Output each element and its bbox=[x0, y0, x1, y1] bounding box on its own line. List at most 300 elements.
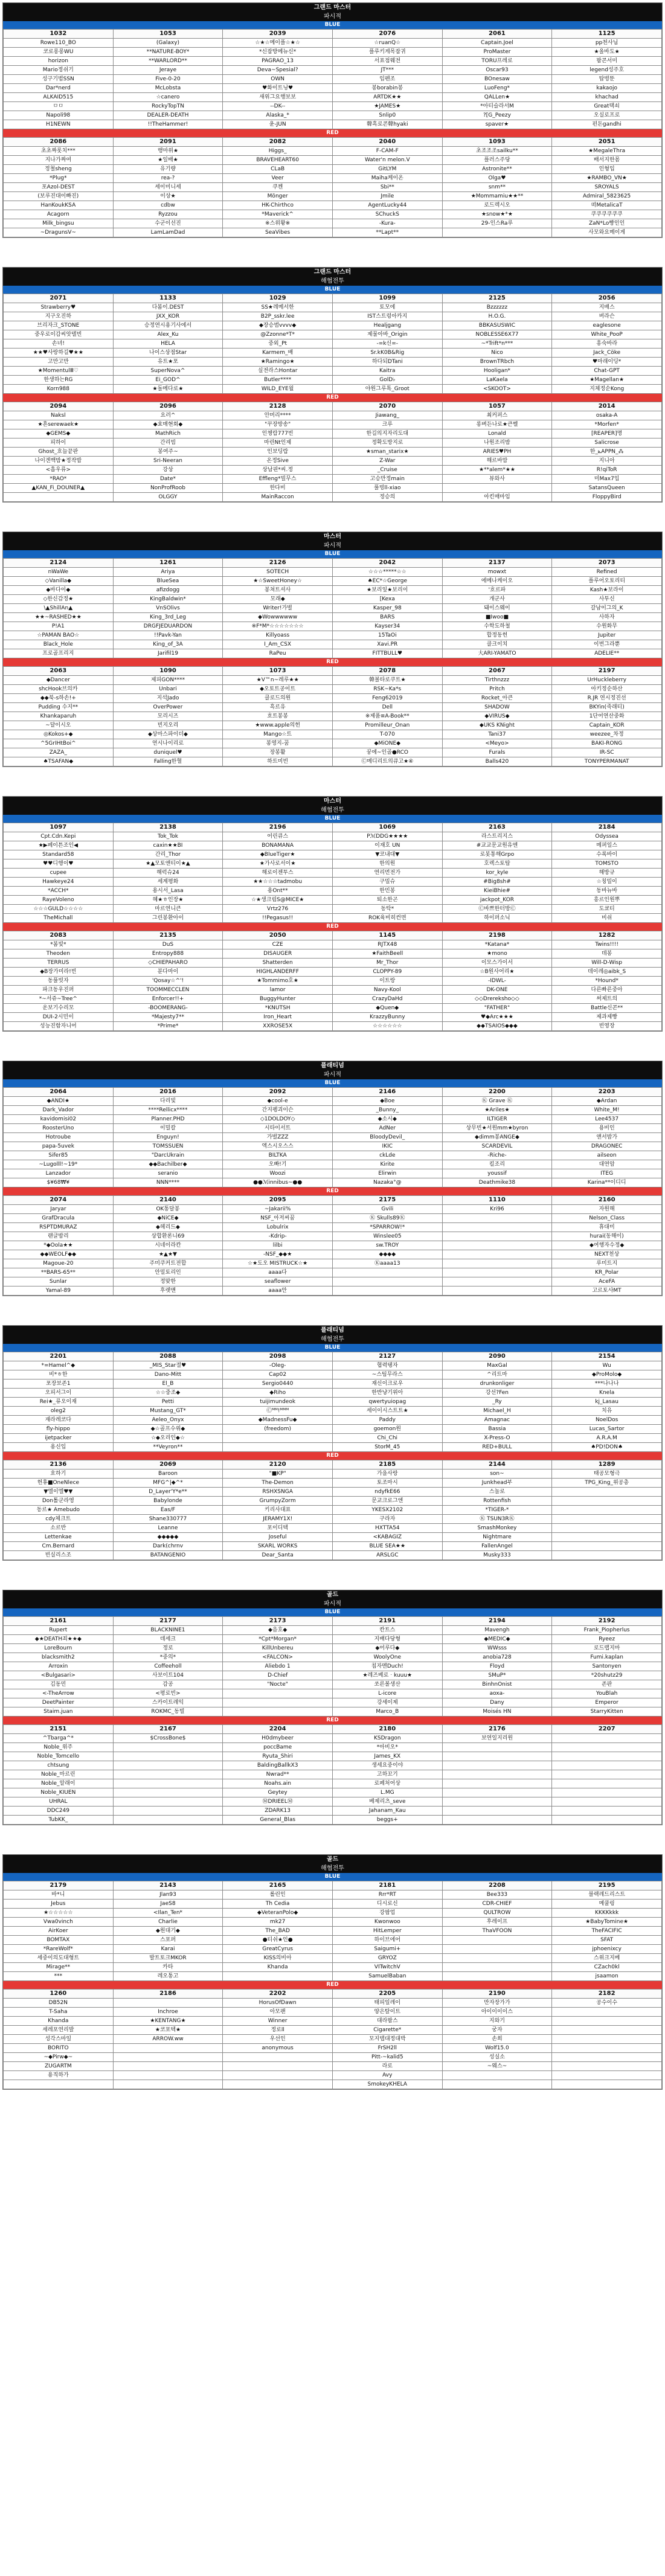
player-name-cell bbox=[442, 1779, 552, 1788]
player-row bbox=[4, 1515, 662, 1524]
player-name-cell: 우선인 bbox=[223, 2035, 333, 2044]
player-name-cell: ☆canero bbox=[113, 93, 223, 102]
player-name-cell: 휴대미 bbox=[552, 1223, 662, 1232]
player-name-cell: Sbi** bbox=[332, 183, 442, 192]
player-name-cell: 자원해 bbox=[552, 1205, 662, 1214]
player-name-cell: Elirwin bbox=[332, 1169, 442, 1178]
score-row bbox=[4, 30, 662, 39]
player-name-cell: BRAVEHEART60 bbox=[223, 156, 333, 165]
tier-block bbox=[2, 267, 663, 503]
player-name-cell: Kwonwoo bbox=[332, 1918, 442, 1927]
player-name-cell: ^5GrIHtBoi^ bbox=[4, 739, 114, 748]
player-name-cell: OverPower bbox=[113, 703, 223, 712]
player-name-cell bbox=[552, 1816, 662, 1825]
team-score-cell: 2078 bbox=[332, 667, 442, 676]
player-name-cell: SChuckS bbox=[332, 210, 442, 219]
player-name-cell: !!Pegasus!! bbox=[223, 914, 333, 923]
player-row bbox=[4, 595, 662, 604]
player-name-cell: ◆ANDI★ bbox=[4, 1097, 114, 1106]
player-name-cell: mk27 bbox=[223, 1918, 333, 1927]
blue-team-header: BLUE bbox=[3, 21, 662, 29]
player-name-cell: 데세크 bbox=[113, 1635, 223, 1644]
team-score-cell: 2070 bbox=[332, 402, 442, 411]
player-name-cell: 인형입 bbox=[552, 165, 662, 174]
game-mode-title: 파시적 bbox=[3, 13, 662, 21]
player-name-cell: 하다되DTani bbox=[332, 358, 442, 367]
player-name-cell: Kayser34 bbox=[332, 622, 442, 631]
player-name-cell: 침자멘Duch! bbox=[332, 1662, 442, 1671]
player-row bbox=[4, 2080, 662, 2089]
player-name-cell: 시네이라칸 bbox=[113, 1241, 223, 1250]
player-name-cell: **WARLORD** bbox=[113, 57, 223, 66]
player-name-cell: 보연일지리원 bbox=[442, 1734, 552, 1743]
player-name-cell: ZDARK13 bbox=[223, 1807, 333, 1816]
team-score-cell: 2094 bbox=[4, 402, 114, 411]
team-table bbox=[3, 29, 662, 129]
player-name-cell: Jebus bbox=[4, 1900, 114, 1909]
player-name-cell: ★▶페이튼조인◀ bbox=[4, 841, 114, 850]
player-name-cell: Captain.Joel bbox=[442, 39, 552, 48]
player-name-cell: Five-0-20 bbox=[113, 75, 223, 84]
player-name-cell: 크루 bbox=[332, 420, 442, 429]
player-name-cell: 정승의 bbox=[332, 493, 442, 502]
team-score-cell: 2144 bbox=[442, 1460, 552, 1469]
player-name-cell: Mango☆트 bbox=[223, 730, 333, 739]
team-score-cell: 2061 bbox=[442, 30, 552, 39]
player-name-cell: Musky333 bbox=[442, 1551, 552, 1560]
player-name-cell: ◆Ardan bbox=[552, 1097, 662, 1106]
player-row bbox=[4, 1779, 662, 1788]
player-name-cell: Jack_Cöke bbox=[552, 348, 662, 358]
player-name-cell: *중의* bbox=[113, 1653, 223, 1662]
player-row bbox=[4, 1142, 662, 1151]
player-name-cell: kor_kyle bbox=[442, 869, 552, 878]
player-name-cell bbox=[113, 1797, 223, 1807]
player-name-cell: 킬조리 bbox=[442, 1160, 552, 1169]
player-name-cell: Chi_Chi bbox=[332, 1434, 442, 1443]
player-name-cell: Unbari bbox=[113, 685, 223, 694]
player-name-cell: Will-D-Wisp bbox=[552, 959, 662, 968]
player-name-cell: ◆★DEATH죄★★◆ bbox=[4, 1635, 114, 1644]
player-name-cell: 해럭슈24 bbox=[113, 869, 223, 878]
player-name-cell: Nico bbox=[442, 348, 552, 358]
blue-team-header: BLUE bbox=[3, 815, 662, 823]
player-name-cell: BORITO bbox=[4, 2044, 114, 2053]
player-row bbox=[4, 1945, 662, 1954]
player-name-cell: Lucas_Sartor bbox=[552, 1425, 662, 1434]
player-name-cell: 개군사 bbox=[442, 595, 552, 604]
player-name-cell: H1NEWN bbox=[4, 120, 114, 129]
player-name-cell: TERRUS bbox=[4, 959, 114, 968]
player-name-cell: 호렉스토탑 bbox=[442, 859, 552, 869]
player-name-cell: oleg2 bbox=[4, 1407, 114, 1416]
player-row bbox=[4, 312, 662, 321]
team-table bbox=[3, 1460, 662, 1560]
team-score-cell: 1133 bbox=[113, 294, 223, 303]
player-row bbox=[4, 1533, 662, 1542]
player-name-cell: ◆MEDIC◆ bbox=[442, 1635, 552, 1644]
team-score-cell: 2016 bbox=[113, 1088, 223, 1097]
player-name-cell: ROKMC_동빌 bbox=[113, 1707, 223, 1717]
team-score-cell: 2197 bbox=[552, 667, 662, 676]
player-name-cell: 로드렉시오 bbox=[442, 201, 552, 210]
player-name-cell: Ⓚaaaa13 bbox=[332, 1259, 442, 1268]
player-row bbox=[4, 1999, 662, 2008]
player-row bbox=[4, 1797, 662, 1807]
game-mode-title: 해협전투 bbox=[3, 277, 662, 286]
player-name-cell: --DK-- bbox=[223, 102, 333, 111]
player-name-cell: 제물아바_Origin bbox=[332, 330, 442, 339]
player-name-cell bbox=[552, 1497, 662, 1506]
player-row bbox=[4, 1268, 662, 1277]
player-name-cell: ※F*M*☆☆☆☆☆☆☆ bbox=[223, 622, 333, 631]
player-name-cell: seaflower bbox=[223, 1277, 333, 1286]
player-name-cell: ◆dimm봉ANGE◆ bbox=[442, 1133, 552, 1142]
player-name-cell: *SPARROW!* bbox=[332, 1223, 442, 1232]
player-name-cell: 한반냥기위아 bbox=[332, 1389, 442, 1398]
player-name-cell: Dear_Santa bbox=[223, 1551, 333, 1560]
player-name-cell: blacksmith2 bbox=[4, 1653, 114, 1662]
player-name-cell: ◆VIRUS◆ bbox=[442, 712, 552, 721]
player-name-cell: ROK육비히컨면 bbox=[332, 914, 442, 923]
player-name-cell: Lobulrix bbox=[223, 1223, 333, 1232]
player-row bbox=[4, 2053, 662, 2062]
player-row bbox=[4, 712, 662, 721]
player-name-cell: 양은탈이트 bbox=[332, 2008, 442, 2017]
player-name-cell: _Cruise bbox=[332, 466, 442, 475]
team-score-cell: 1099 bbox=[332, 294, 442, 303]
player-name-cell: Dar*nerd bbox=[4, 84, 114, 93]
player-name-cell: Knela bbox=[552, 1389, 662, 1398]
player-name-cell: 유트★포 bbox=[113, 358, 223, 367]
player-name-cell: Sr.kK0B&Rig bbox=[332, 348, 442, 358]
team-table bbox=[3, 1989, 662, 2089]
player-name-cell: 윤-JUN bbox=[223, 120, 333, 129]
player-name-cell: ◇Vanilla◆ bbox=[4, 577, 114, 586]
player-name-cell bbox=[442, 1954, 552, 1963]
player-name-cell: kavidomisi02 bbox=[4, 1115, 114, 1124]
player-name-cell bbox=[113, 1807, 223, 1816]
player-name-cell bbox=[4, 493, 114, 502]
player-row bbox=[4, 1151, 662, 1160]
team-score-cell: 1032 bbox=[4, 30, 114, 39]
player-row bbox=[4, 210, 662, 219]
player-name-cell: BinhnOnist bbox=[442, 1680, 552, 1689]
player-name-cell: CZE bbox=[223, 940, 333, 949]
player-row bbox=[4, 1214, 662, 1223]
player-name-cell: <평로빈> bbox=[113, 1689, 223, 1698]
player-name-cell: 연리먼전가 bbox=[332, 869, 442, 878]
player-name-cell bbox=[442, 1761, 552, 1770]
player-name-cell: 발트토크MKOR bbox=[113, 1954, 223, 1963]
player-name-cell: Rei★_류오이재 bbox=[4, 1398, 114, 1407]
team-score-cell: 1260 bbox=[4, 1990, 114, 1999]
red-team-header: RED bbox=[3, 1187, 662, 1195]
player-name-cell: anonymous bbox=[223, 2044, 333, 2053]
player-row bbox=[4, 1542, 662, 1551]
player-name-cell: Chat-GPT bbox=[552, 367, 662, 376]
player-name-cell: beggs+ bbox=[332, 1816, 442, 1825]
player-name-cell: sw.TROY bbox=[332, 1241, 442, 1250]
player-name-cell: Lee4537 bbox=[552, 1115, 662, 1124]
player-name-cell: Strawberry♥ bbox=[4, 303, 114, 312]
player-name-cell: -=k신=- bbox=[332, 339, 442, 348]
tier-rank-title: 플래티넘 bbox=[3, 1061, 662, 1071]
player-name-cell: *=Hamel^◆ bbox=[4, 1361, 114, 1370]
team-table bbox=[3, 1724, 662, 1825]
player-row bbox=[4, 411, 662, 420]
team-score-cell: 2163 bbox=[442, 823, 552, 832]
player-name-cell: CDR-CHIEF bbox=[442, 1900, 552, 1909]
team-score-cell: 2063 bbox=[4, 667, 114, 676]
player-name-cell: IR-SC bbox=[552, 748, 662, 757]
player-name-cell bbox=[442, 1250, 552, 1259]
player-name-cell: 바*니 bbox=[4, 1890, 114, 1900]
tier-rank-title: 그랜드 마스터 bbox=[3, 3, 662, 13]
player-name-cell: Milk_bingsu bbox=[4, 219, 114, 228]
player-name-cell: X-Press-O bbox=[442, 1434, 552, 1443]
player-name-cell: Lanzador bbox=[4, 1169, 114, 1178]
player-name-cell: BLACKNINE1 bbox=[113, 1626, 223, 1635]
player-name-cell: White_M! bbox=[552, 1106, 662, 1115]
player-name-cell: 1단어연산중화 bbox=[552, 712, 662, 721]
player-name-cell: ZUGARTM bbox=[4, 2062, 114, 2071]
blue-team-header: BLUE bbox=[3, 286, 662, 294]
player-name-cell: ZAZA_ bbox=[4, 748, 114, 757]
score-row bbox=[4, 823, 662, 832]
player-name-cell: *Cpt*Morgan* bbox=[223, 1635, 333, 1644]
player-name-cell: 요러^ bbox=[113, 411, 223, 420]
player-name-cell: 마르연니큰 bbox=[113, 905, 223, 914]
player-name-cell: ★snow★*★ bbox=[442, 210, 552, 219]
score-row bbox=[4, 138, 662, 147]
player-name-cell: 레오통고 bbox=[113, 1972, 223, 1981]
player-name-cell: Planner.PHD bbox=[113, 1115, 223, 1124]
player-name-cell: BBKASUSWIC bbox=[442, 321, 552, 330]
player-row bbox=[4, 1469, 662, 1479]
player-name-cell: BlueSea bbox=[113, 577, 223, 586]
player-name-cell: ☆칭밀이 bbox=[552, 878, 662, 887]
player-name-cell: 포Azol-DEST bbox=[4, 183, 114, 192]
player-row bbox=[4, 1022, 662, 1031]
team-score-cell: 2014 bbox=[552, 402, 662, 411]
player-name-cell: mowxt bbox=[442, 568, 552, 577]
player-row bbox=[4, 348, 662, 358]
player-name-cell: 배서지한몸 bbox=[552, 156, 662, 165]
player-name-cell: BaldingBallkX3 bbox=[223, 1761, 333, 1770]
player-name-cell: Tirthnzzz bbox=[442, 676, 552, 685]
player-name-cell: SROYALS bbox=[552, 183, 662, 192]
player-name-cell: 프로골프리지 bbox=[4, 649, 114, 658]
player-name-cell: SS★레메서한 bbox=[223, 303, 333, 312]
red-team-header: RED bbox=[3, 1981, 662, 1989]
player-name-cell bbox=[113, 1816, 223, 1825]
player-name-cell: ◆◆WEOLF◆◆ bbox=[4, 1250, 114, 1259]
player-name-cell: 빈영장 bbox=[552, 1022, 662, 1031]
player-name-cell: kj_Lasau bbox=[552, 1398, 662, 1407]
player-name-cell: ★RAMBO_VN★ bbox=[552, 174, 662, 183]
player-row bbox=[4, 1653, 662, 1662]
player-name-cell: papa-5uvek bbox=[4, 1142, 114, 1151]
player-row bbox=[4, 1788, 662, 1797]
player-name-cell: 유기량 bbox=[113, 165, 223, 174]
player-name-cell: BONAMANA bbox=[223, 841, 333, 850]
player-name-cell: 토조마시 bbox=[332, 1479, 442, 1488]
team-table bbox=[3, 1352, 662, 1452]
player-name-cell: BATANGENIO bbox=[113, 1551, 223, 1560]
player-name-cell: 성각스마일 bbox=[4, 2035, 114, 2044]
player-name-cell: ~*Trift*n*** bbox=[442, 339, 552, 348]
tier-rank-title: 골드 bbox=[3, 1855, 662, 1865]
player-name-cell: ◆헤리드◆ bbox=[113, 1223, 223, 1232]
player-row bbox=[4, 604, 662, 613]
player-row bbox=[4, 577, 662, 586]
player-name-cell: *신잡방메뉴신* bbox=[223, 48, 333, 57]
team-score-cell: 2082 bbox=[223, 138, 333, 147]
player-name-cell: Twins!!!! bbox=[552, 940, 662, 949]
player-row bbox=[4, 878, 662, 887]
player-name-cell: ◆장승범vvvv◆ bbox=[223, 321, 333, 330]
player-name-cell: 팝콘서미 bbox=[552, 57, 662, 66]
player-name-cell: 제과제빵 bbox=[552, 1013, 662, 1022]
player-name-cell: Nelson_Class bbox=[552, 1214, 662, 1223]
player-name-cell: Karina**이디디 bbox=[552, 1178, 662, 1187]
player-name-cell: 태피일레이 bbox=[332, 1999, 442, 2008]
player-name-cell: 인챙랍777빈 bbox=[223, 429, 333, 438]
player-name-cell bbox=[552, 1551, 662, 1560]
player-name-cell: BAKI-RONG bbox=[552, 739, 662, 748]
player-row bbox=[4, 1927, 662, 1936]
player-row bbox=[4, 475, 662, 484]
player-name-cell: 태공모형극 bbox=[552, 1469, 662, 1479]
player-name-cell: *Maverick^ bbox=[223, 210, 333, 219]
player-name-cell: BLUE SEA★★ bbox=[332, 1542, 442, 1551]
player-name-cell: SKARL WORKS bbox=[223, 1542, 333, 1551]
player-name-cell: jsaamon bbox=[552, 1972, 662, 1981]
player-name-cell: RaPeu bbox=[223, 649, 333, 658]
player-name-cell: ▼코내대▼ bbox=[332, 850, 442, 859]
player-name-cell: Promilleur_Onan bbox=[332, 721, 442, 730]
player-name-cell: _Ry bbox=[442, 1398, 552, 1407]
player-name-cell: Kaitra bbox=[332, 367, 442, 376]
player-name-cell: Naksl bbox=[4, 411, 114, 420]
player-name-cell bbox=[442, 1214, 552, 1223]
player-name-cell: ★MegaleThra bbox=[552, 147, 662, 156]
team-table bbox=[3, 823, 662, 923]
player-name-cell: GrumpyZorm bbox=[223, 1497, 333, 1506]
player-name-cell: Battle신콘** bbox=[552, 1004, 662, 1013]
player-row bbox=[4, 66, 662, 75]
player-name-cell: 지구오진하 bbox=[4, 312, 114, 321]
player-name-cell: ◆Dancer bbox=[4, 676, 114, 685]
player-name-cell: Mustang_GT* bbox=[113, 1407, 223, 1416]
player-name-cell: Ⓚ Grave Ⓚ bbox=[442, 1097, 552, 1106]
player-row bbox=[4, 568, 662, 577]
player-name-cell: RJTX48 bbox=[332, 940, 442, 949]
player-name-cell: 사투신 bbox=[552, 595, 662, 604]
player-name-cell bbox=[223, 1689, 333, 1698]
player-name-cell: Higgs_ bbox=[223, 147, 333, 156]
player-name-cell: Ariya bbox=[113, 568, 223, 577]
player-name-cell: Wolf15.0 bbox=[442, 2044, 552, 2053]
player-name-cell: 혜★ㅎ인장★ bbox=[113, 896, 223, 905]
player-name-cell: ◆효매현회◆ bbox=[113, 420, 223, 429]
player-name-cell: ♠TSAFAN◆ bbox=[4, 757, 114, 766]
team-score-cell: 2173 bbox=[223, 1617, 333, 1626]
player-name-cell: Sri-Neeran bbox=[113, 457, 223, 466]
team-score-cell: 2207 bbox=[552, 1725, 662, 1734]
player-name-cell: -Riche- bbox=[442, 1151, 552, 1160]
player-name-cell: QULTROW bbox=[442, 1909, 552, 1918]
player-name-cell bbox=[113, 1999, 223, 2008]
player-row bbox=[4, 192, 662, 201]
player-name-cell: KillUnbereu bbox=[223, 1644, 333, 1653]
player-name-cell: ★Magellan★ bbox=[552, 376, 662, 385]
player-name-cell: *Morfen* bbox=[552, 420, 662, 429]
player-name-cell: Cigarette* bbox=[332, 2026, 442, 2035]
player-name-cell: tuijimundeok bbox=[223, 1398, 333, 1407]
player-name-cell: cupee bbox=[4, 869, 114, 878]
player-name-cell: ★Mommamiu★★** bbox=[442, 192, 552, 201]
player-name-cell: Odyssea bbox=[552, 832, 662, 841]
player-name-cell: B2P_sskr.lee bbox=[223, 312, 333, 321]
player-name-cell bbox=[223, 1434, 333, 1443]
player-name-cell: shcHook브의카 bbox=[4, 685, 114, 694]
player-name-cell: 용비인 bbox=[552, 1124, 662, 1133]
player-name-cell: nWaWe bbox=[4, 568, 114, 577]
player-name-cell: TOMSSUEN bbox=[113, 1142, 223, 1151]
player-name-cell: 韓흑로콘韓hyaki bbox=[332, 120, 442, 129]
player-name-cell: 피하이 bbox=[4, 438, 114, 448]
player-row bbox=[4, 2008, 662, 2017]
player-name-cell: Acagorn bbox=[4, 210, 114, 219]
player-name-cell: SMuP* bbox=[442, 1671, 552, 1680]
player-name-cell bbox=[442, 1232, 552, 1241]
player-name-cell bbox=[442, 1286, 552, 1296]
team-score-cell: 2182 bbox=[552, 1990, 662, 1999]
player-name-cell: 키리사대표 bbox=[223, 1506, 333, 1515]
player-name-cell: -Kdrip- bbox=[223, 1232, 333, 1241]
red-team-header: RED bbox=[3, 129, 662, 137]
player-name-cell: ◆◆◆◆ bbox=[332, 1250, 442, 1259]
player-name-cell: WWsss bbox=[442, 1644, 552, 1653]
player-name-cell: 세레포연리발 bbox=[4, 2026, 114, 2035]
player-name-cell: DK-ONE bbox=[442, 986, 552, 995]
player-row bbox=[4, 586, 662, 595]
player-name-cell: LoreBourn bbox=[4, 1644, 114, 1653]
player-name-cell: Shatterden bbox=[223, 959, 333, 968]
player-name-cell: [Kexa bbox=[332, 595, 442, 604]
player-name-cell: ★레즈베로ᆞkuuu★ bbox=[332, 1671, 442, 1680]
player-name-cell: Charlie bbox=[113, 1918, 223, 1927]
score-row bbox=[4, 931, 662, 940]
player-name-cell: jphoenixcy bbox=[552, 1945, 662, 1954]
score-row bbox=[4, 1460, 662, 1469]
player-name-cell: 클로드의원 bbox=[223, 694, 333, 703]
blue-team-header: BLUE bbox=[3, 1873, 662, 1881]
player-name-cell: Tok_Tok bbox=[113, 832, 223, 841]
player-name-cell: ◇한신감정★ bbox=[4, 595, 114, 604]
player-name-cell: 안머리**** bbox=[223, 411, 333, 420]
player-name-cell: Leanne bbox=[113, 1524, 223, 1533]
player-name-cell: -Oleg- bbox=[223, 1361, 333, 1370]
player-row bbox=[4, 1241, 662, 1250]
player-name-cell: Olga♥ bbox=[442, 174, 552, 183]
player-name-cell: GRYOZ bbox=[332, 1954, 442, 1963]
game-mode-title: 해협전투 bbox=[3, 1865, 662, 1873]
player-name-cell bbox=[223, 1972, 333, 1981]
team-score-cell: 2039 bbox=[223, 30, 333, 39]
